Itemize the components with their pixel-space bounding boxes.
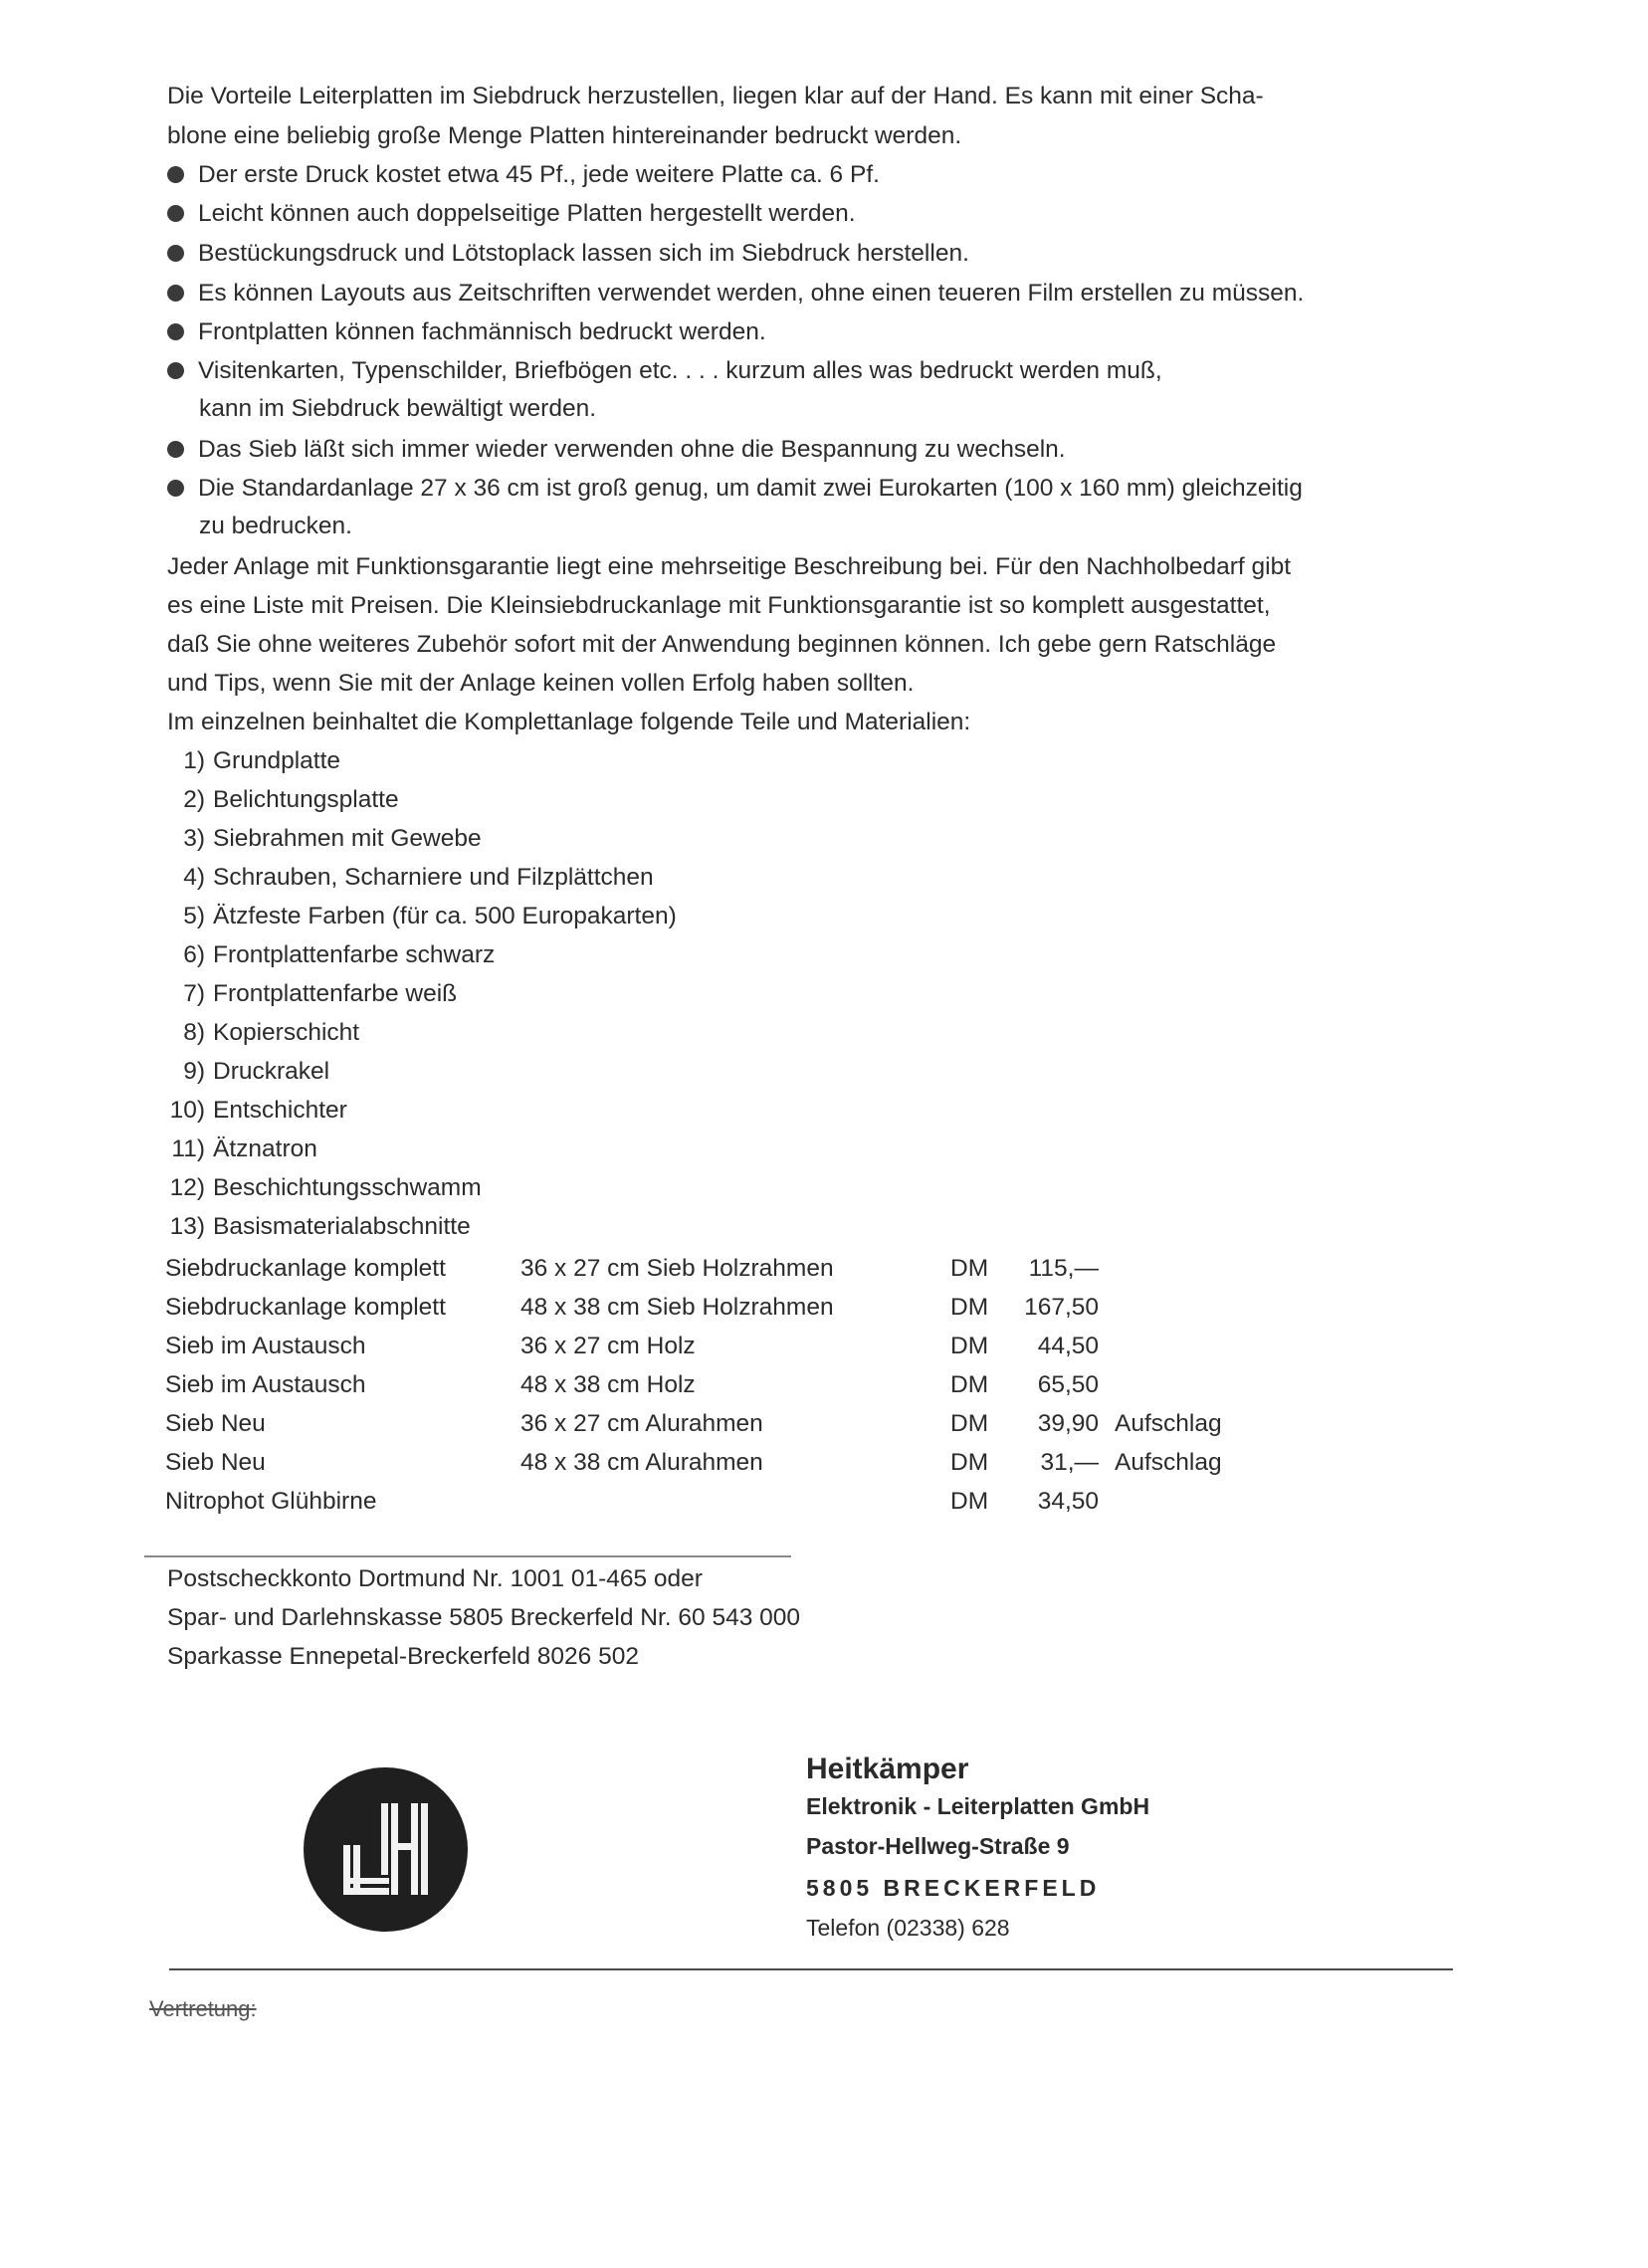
bullet-icon [167,285,184,302]
bullet-continuation: kann im Siebdruck bewältigt werden. [199,395,597,422]
divider [144,1555,791,1557]
bank-line: Spar- und Darlehnskasse 5805 Breckerfeld Nr. 60 543 000 [167,1604,801,1631]
price-value: 65,50 [1037,1371,1099,1398]
paragraph-line: Im einzelnen beinhaltet die Komplettanlage folgende Teile und Materialien: [167,709,971,735]
paragraph-line: und Tips, wenn Sie mit der Anlage keinen vollen Erfolg haben sollten. [167,670,915,697]
paragraph-line: daß Sie ohne weiteres Zubehör sofort mit der Anwendung beginnen können. Ich gebe gern Ratschläge [167,631,1277,658]
list-item: 1) Grundplatte [183,747,341,774]
price-currency: DM [950,1410,989,1437]
company-subtitle: Elektronik - Leiterplatten GmbH [806,1793,1150,1819]
bullet-item: Das Sieb läßt sich immer wieder verwenden ohne die Bespannung zu wechseln. [167,435,1066,465]
footer-label: Vertretung: [149,1996,257,2021]
list-item: 12) Beschichtungsschwamm [169,1174,482,1201]
price-item-size: 36 x 27 cm Sieb Holzrahmen [520,1255,834,1282]
price-currency: DM [950,1333,989,1359]
list-item: 5) Ätzfeste Farben (für ca. 500 Europakarten) [183,903,677,929]
price-item-name: Sieb im Austausch [165,1371,366,1398]
bullet-item: Bestückungsdruck und Lötstoplack lassen sich im Siebdruck herstellen. [167,239,969,269]
bullet-item: Leicht können auch doppelseitige Platten hergestellt werden. [167,199,856,229]
price-currency: DM [950,1488,989,1515]
price-currency: DM [950,1449,989,1476]
footer-divider [169,1968,1453,1970]
bullet-item: Der erste Druck kostet etwa 45 Pf., jede weitere Platte ca. 6 Pf. [167,160,880,190]
company-city: 5805 BRECKERFELD [806,1875,1101,1901]
price-item-size: 36 x 27 cm Alurahmen [520,1410,763,1437]
bullet-continuation: zu bedrucken. [199,513,352,539]
price-item-name: Sieb Neu [165,1410,266,1437]
list-item: 6) Frontplattenfarbe schwarz [183,941,496,968]
paragraph-line: Jeder Anlage mit Funktionsgarantie liegt eine mehrseitige Beschreibung bei. Für den Nachholbedarf gibt [167,553,1292,580]
price-item-name: Siebdruckanlage komplett [165,1255,446,1282]
bullet-item: Es können Layouts aus Zeitschriften verwendet werden, ohne einen teueren Film erstellen zu müssen. [167,279,1304,309]
bullet-icon [167,362,184,379]
bullet-item: Die Standardanlage 27 x 36 cm ist groß genug, um damit zwei Eurokarten (100 x 160 mm) gleichzeitig [167,474,1303,504]
price-value: 34,50 [1037,1488,1099,1515]
price-currency: DM [950,1371,989,1398]
list-item: 13) Basismaterialabschnitte [169,1213,471,1240]
list-item: 7) Frontplattenfarbe weiß [183,980,458,1007]
bullet-item: Visitenkarten, Typenschilder, Briefbögen etc. . . . kurzum alles was bedruckt werden muß, [167,356,1162,386]
bullet-icon [167,166,184,183]
price-value: 44,50 [1037,1333,1099,1359]
intro-line-2: blone eine beliebig große Menge Platten hintereinander bedruckt werden. [167,122,962,149]
bullet-icon [167,480,184,497]
price-item-size: 48 x 38 cm Alurahmen [520,1449,763,1476]
price-item-name: Sieb im Austausch [165,1333,366,1359]
price-value: 39,90 [1037,1410,1099,1437]
bank-line: Postscheckkonto Dortmund Nr. 1001 01-465 oder [167,1565,703,1592]
price-currency: DM [950,1255,989,1282]
company-street: Pastor-Hellweg-Straße 9 [806,1833,1070,1859]
price-item-name: Nitrophot Glühbirne [165,1488,377,1515]
list-item: 2) Belichtungsplatte [183,786,399,813]
price-value: 115,— [1028,1255,1099,1282]
bullet-icon [167,323,184,340]
price-item-size: 36 x 27 cm Holz [520,1333,696,1359]
company-name: Heitkämper [806,1753,969,1785]
bullet-icon [167,245,184,262]
bullet-icon [167,205,184,222]
bullet-icon [167,441,184,458]
price-note: Aufschlag [1115,1410,1222,1437]
price-value: 167,50 [1024,1294,1099,1321]
company-phone: Telefon (02338) 628 [806,1915,1010,1941]
list-item: 4) Schrauben, Scharniere und Filzplättchen [183,864,654,891]
list-item: 11) Ätznatron [171,1135,317,1162]
company-logo [304,1767,468,1932]
list-item: 10) Entschichter [169,1097,347,1124]
price-note: Aufschlag [1115,1449,1222,1476]
intro-line-1: Die Vorteile Leiterplatten im Siebdruck herzustellen, liegen klar auf der Hand. Es kann mit einer Scha- [167,83,1264,109]
bank-line: Sparkasse Ennepetal-Breckerfeld 8026 502 [167,1643,639,1670]
price-item-name: Siebdruckanlage komplett [165,1294,446,1321]
lh-logo-icon [304,1767,468,1932]
price-item-size: 48 x 38 cm Holz [520,1371,696,1398]
price-currency: DM [950,1294,989,1321]
bullet-item: Frontplatten können fachmännisch bedruckt werden. [167,317,766,347]
price-value: 31,— [1040,1449,1099,1476]
price-item-size: 48 x 38 cm Sieb Holzrahmen [520,1294,834,1321]
list-item: 3) Siebrahmen mit Gewebe [183,825,482,852]
list-item: 9) Druckrakel [183,1058,330,1085]
paragraph-line: es eine Liste mit Preisen. Die Kleinsiebdruckanlage mit Funktionsgarantie ist so komplett ausgestattet, [167,592,1271,619]
list-item: 8) Kopierschicht [183,1019,360,1046]
price-item-name: Sieb Neu [165,1449,266,1476]
